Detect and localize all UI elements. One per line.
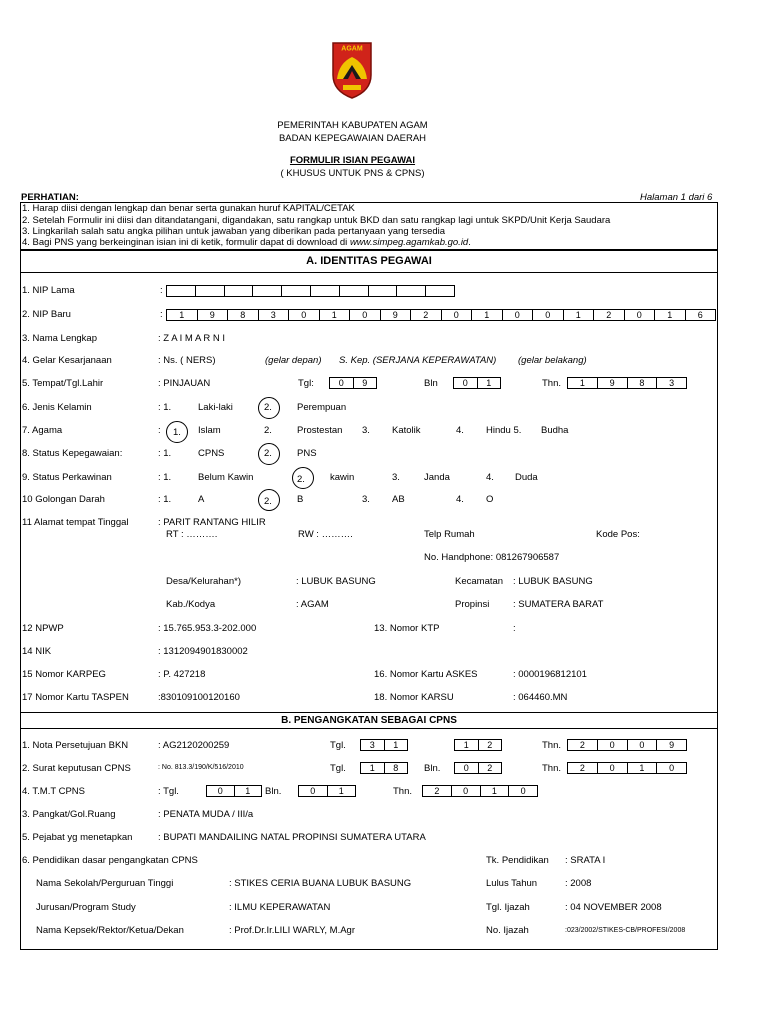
digit-cell[interactable] [340, 286, 369, 296]
digit-cell[interactable] [167, 286, 196, 296]
selection-circle [292, 467, 314, 489]
handphone-field[interactable]: No. Handphone: 081267906587 [424, 552, 560, 563]
karsu-label: 18. Nomor KARSU [374, 692, 454, 703]
digit-cell[interactable]: 1 [655, 310, 686, 320]
karsu-value[interactable]: : 064460.MN [513, 692, 568, 703]
digit-cell[interactable]: 1 [338, 786, 344, 796]
digit-cell[interactable] [369, 286, 398, 296]
darah-option-4: O [486, 494, 494, 505]
digit-cell[interactable]: 9 [669, 740, 675, 750]
agama-option-3: Katolik [392, 425, 421, 436]
stat-option-2-num[interactable]: 2. [264, 448, 272, 459]
sk-bln-label: Bln. [424, 763, 441, 774]
kawin-option-1: Belum Kawin [198, 472, 254, 483]
sk-thn-cells[interactable] [567, 762, 687, 774]
digit-cell[interactable]: 0 [598, 740, 628, 750]
gelar-value[interactable]: : Ns. ( NERS) [158, 355, 216, 366]
karpeg-value[interactable]: : P. 427218 [158, 669, 206, 680]
digit-cell[interactable]: 9 [362, 378, 368, 388]
form-subtitle: ( KHUSUS UNTUK PNS & CPNS) [280, 168, 425, 179]
bkn-thn-label: Thn. [542, 740, 562, 751]
digit-cell[interactable]: 0 [598, 763, 628, 773]
gelar-belakang-note: (gelar belakang) [518, 355, 587, 366]
rt-field[interactable]: RT : ………. [166, 529, 218, 540]
agama-option-3-num[interactable]: 3. [362, 425, 370, 436]
agama-option-5: Budha [541, 425, 569, 436]
npwp-value[interactable]: : 15.765.953.3-202.000 [158, 623, 257, 634]
darah-option-2-num[interactable]: 2. [264, 496, 272, 507]
tmt-bln-cells[interactable] [298, 785, 356, 797]
propinsi-value[interactable]: : SUMATERA BARAT [513, 599, 604, 610]
tmt-label: 4. T.M.T CPNS [22, 786, 85, 797]
digit-cell[interactable]: 1 [455, 740, 479, 750]
tgl-label: Tgl: [298, 378, 314, 389]
jk-option-1-num[interactable]: : 1. [158, 402, 172, 413]
digit-cell[interactable] [397, 286, 426, 296]
org-line-2: BADAN KEPEGAWAIAN DAERAH [278, 133, 427, 144]
kawin-option-2-num[interactable]: 2. [297, 474, 305, 485]
golongan-darah-label: 10 Golongan Darah [22, 494, 105, 505]
digit-cell[interactable]: 1 [481, 786, 510, 796]
kawin-option-4-num[interactable]: 4. [486, 472, 494, 483]
svg-text:AGAM: AGAM [341, 45, 363, 53]
kawin-option-3: Janda [424, 472, 450, 483]
karpeg-label: 15 Nomor KARPEG [22, 669, 106, 680]
digit-cell[interactable]: 0 [503, 310, 534, 320]
notice-item-4: 4. Bagi PNS yang berkeinginan isian ini di ketik, formulir dapat di download di www.simpeg.agamkab.go.id. [22, 237, 471, 248]
taspen-label: 17 Nomor Kartu TASPEN [22, 692, 129, 703]
no-ijazah-value[interactable]: :023/2002/STIKES-CB/PROFESI/2008 [565, 927, 686, 934]
divider [20, 272, 718, 273]
kawin-option-4: Duda [515, 472, 538, 483]
bln-lahir-cells[interactable] [453, 377, 501, 389]
bkn-thn-cells[interactable] [567, 739, 687, 751]
digit-cell[interactable]: 2 [594, 310, 625, 320]
pangkat-label: 3. Pangkat/Gol.Ruang [22, 809, 116, 820]
notice-item-3: 3. Lingkarilah salah satu angka pilihan untuk jawaban yang diberikan pada pertanyaan yang tersedia [22, 226, 446, 237]
digit-cell[interactable]: 0 [455, 763, 479, 773]
telp-rumah-label: Telp Rumah [424, 529, 475, 540]
kepsek-label: Nama Kepsek/Rektor/Ketua/Dekan [36, 925, 184, 936]
jk-option-1: Laki-laki [198, 402, 233, 413]
sk-tgl-label: Tgl. [330, 763, 346, 774]
tmt-bln-label: Bln. [265, 786, 282, 797]
darah-option-1: A [198, 494, 205, 505]
taspen-value[interactable]: :830109100120160 [158, 692, 240, 703]
digit-cell[interactable] [196, 286, 225, 296]
digit-cell[interactable]: 0 [454, 378, 478, 388]
org-line-1: PEMERINTAH KABUPATEN AGAM [277, 120, 428, 131]
tmt-tgl-cells[interactable] [206, 785, 262, 797]
ttl-place[interactable]: : PINJAUAN [158, 378, 211, 389]
form-title: FORMULIR ISIAN PEGAWAI [289, 155, 416, 166]
bkn-tgl-label: Tgl. [330, 740, 346, 751]
nota-bkn-value[interactable]: : AG2120200259 [158, 740, 230, 751]
gelar-label: 4. Gelar Kesarjanaan [22, 355, 112, 366]
notice-item-1: 1. Harap diisi dengan lengkap dan benar serta gunakan huruf KAPITAL/CETAK [22, 203, 355, 214]
digit-cell[interactable]: 1 [245, 786, 251, 796]
agama-option-4-num[interactable]: 4. [456, 425, 464, 436]
digit-cell[interactable]: 0 [625, 310, 656, 320]
digit-cell[interactable]: 0 [207, 786, 235, 796]
digit-cell[interactable]: 0 [533, 310, 564, 320]
digit-cell[interactable]: 0 [350, 310, 381, 320]
digit-cell[interactable]: 2 [568, 763, 598, 773]
tmt-thn-label: Thn. [393, 786, 413, 797]
digit-cell[interactable]: 3 [259, 310, 290, 320]
tgl-ijazah-value[interactable]: : 04 NOVEMBER 2008 [565, 902, 662, 913]
rw-field[interactable]: RW : ………. [298, 529, 353, 540]
darah-option-3-num[interactable]: 3. [362, 494, 370, 505]
selection-circle [258, 489, 280, 511]
pendidikan-label: 6. Pendidikan dasar pengangkatan CPNS [22, 855, 198, 866]
thn-lahir-cells[interactable] [567, 377, 687, 389]
darah-option-4-num[interactable]: 4. [456, 494, 464, 505]
nik-label: 14 NIK [22, 646, 52, 657]
askes-value[interactable]: : 0000196812101 [513, 669, 587, 680]
digit-cell[interactable]: 1 [568, 378, 598, 388]
agama-option-4: Hindu 5. [486, 425, 522, 436]
digit-cell[interactable]: 1 [361, 763, 385, 773]
digit-cell[interactable]: 0 [520, 786, 526, 796]
bln-label: Bln [424, 378, 438, 389]
tk-pendidikan-label: Tk. Pendidikan [486, 855, 549, 866]
agama-colon: : [158, 425, 161, 436]
digit-cell[interactable] [282, 286, 311, 296]
digit-cell[interactable]: 2 [487, 740, 493, 750]
kabupaten-label: Kab./Kodya [166, 599, 216, 610]
digit-cell[interactable]: 2 [411, 310, 442, 320]
digit-cell[interactable]: 9 [198, 310, 229, 320]
tmt-tgl-label: : Tgl. [158, 786, 179, 797]
digit-cell[interactable]: 8 [628, 378, 658, 388]
digit-cell[interactable]: 1 [393, 740, 399, 750]
agama-label: 7. Agama [22, 425, 63, 436]
tgl-lahir-cells[interactable] [329, 377, 377, 389]
agama-option-2: Prostestan [297, 425, 343, 436]
tgl-ijazah-label: Tgl. Ijazah [486, 902, 530, 913]
digit-cell[interactable]: 3 [669, 378, 675, 388]
digit-cell[interactable]: 0 [330, 378, 354, 388]
digit-cell[interactable]: 2 [487, 763, 493, 773]
lulus-value[interactable]: : 2008 [565, 878, 592, 889]
digit-cell[interactable]: 0 [299, 786, 328, 796]
digit-cell[interactable]: 9 [598, 378, 628, 388]
section-a-title: A. IDENTITAS PEGAWAI [306, 255, 432, 267]
kecamatan-value[interactable]: : LUBUK BASUNG [513, 576, 593, 587]
digit-cell[interactable] [311, 286, 340, 296]
download-link[interactable]: www.simpeg.agamkab.go.id [349, 237, 469, 248]
digit-cell[interactable]: 8 [393, 763, 399, 773]
sk-cpns-label: 2. Surat keputusan CPNS [22, 763, 131, 774]
ktp-value[interactable]: : [513, 623, 516, 634]
section-b-title: B. PENGANGKATAN SEBAGAI CPNS [281, 715, 457, 726]
sk-cpns-value[interactable]: : No. 813.3/190/K/516/2010 [158, 764, 244, 771]
gelar-depan-note: (gelar depan) [265, 355, 322, 366]
desa-label: Desa/Kelurahan*) [166, 576, 241, 587]
bkn-bln-cells[interactable] [454, 739, 502, 751]
agam-logo [331, 41, 373, 99]
nip-lama-label: 1. NIP Lama [22, 285, 75, 296]
jk-label: 6. Jenis Kelamin [22, 402, 92, 413]
kawin-option-2: kawin [330, 472, 355, 483]
gelar-belakang-value[interactable]: S. Kep. (SERJANA KEPERAWATAN) [339, 355, 497, 366]
divider [20, 728, 718, 729]
digit-cell[interactable] [253, 286, 282, 296]
nama-value[interactable]: : Z A I M A R N I [158, 333, 226, 344]
status-kepegawaian-label: 8. Status Kepegawaian: [22, 448, 123, 459]
kawin-option-3-num[interactable]: 3. [392, 472, 400, 483]
kode-pos-label: Kode Pos: [596, 529, 640, 540]
lulus-label: Lulus Tahun [486, 878, 538, 889]
digit-cell[interactable]: 0 [452, 786, 481, 796]
agama-option-1-num[interactable]: 1. [173, 427, 181, 438]
divider [20, 712, 718, 713]
digit-cell[interactable]: 1 [628, 763, 658, 773]
digit-cell[interactable]: 8 [228, 310, 259, 320]
digit-cell[interactable]: 0 [442, 310, 473, 320]
sekolah-value[interactable]: : STIKES CERIA BUANA LUBUK BASUNG [229, 878, 412, 889]
digit-cell[interactable]: 2 [423, 786, 452, 796]
digit-cell[interactable]: 1 [486, 378, 492, 388]
digit-cell[interactable] [426, 286, 454, 296]
digit-cell[interactable]: 9 [381, 310, 412, 320]
tk-pendidikan-value[interactable]: : SRATA I [565, 855, 606, 866]
digit-cell[interactable]: 1 [472, 310, 503, 320]
digit-cell[interactable]: 0 [289, 310, 320, 320]
darah-option-2: B [297, 494, 304, 505]
notice-label: PERHATIAN: [21, 192, 79, 203]
stat-option-2: PNS [297, 448, 317, 459]
selection-circle [166, 421, 188, 443]
darah-option-3: AB [392, 494, 405, 505]
alamat-value[interactable]: : PARIT RANTANG HILIR [158, 517, 266, 528]
pejabat-value[interactable]: : BUPATI MANDAILING NATAL PROPINSI SUMATERA UTARA [158, 832, 426, 843]
kepsek-value[interactable]: : Prof.Dr.Ir.LILI WARLY, M.Agr [229, 925, 356, 936]
jk-option-2-num[interactable]: 2. [264, 402, 272, 413]
ttl-label: 5. Tempat/Tgl.Lahir [22, 378, 104, 389]
darah-option-1-num[interactable]: : 1. [158, 494, 172, 505]
nama-label: 3. Nama Lengkap [22, 333, 97, 344]
kabupaten-value[interactable]: : AGAM [296, 599, 329, 610]
nik-value[interactable]: : 1312094901830002 [158, 646, 248, 657]
digit-cell[interactable]: 1 [320, 310, 351, 320]
pangkat-value[interactable]: : PENATA MUDA / III/a [158, 809, 254, 820]
agama-option-2-num[interactable]: 2. [264, 425, 272, 436]
page-indicator: Halaman 1 dari 6 [640, 192, 713, 203]
agama-option-1: Islam [198, 425, 221, 436]
notice-item-2: 2. Setelah Formulir ini diisi dan ditandatangani, digandakan, satu rangkap untuk BKD dan satu rangkap lagi untuk SKPD/Unit Kerja Saudara [22, 215, 611, 226]
alamat-label: 11 Alamat tempat Tinggal [22, 517, 129, 528]
askes-label: 16. Nomor Kartu ASKES [374, 669, 478, 680]
propinsi-label: Propinsi [455, 599, 490, 610]
jurusan-value[interactable]: : ILMU KEPERAWATAN [229, 902, 331, 913]
digit-cell[interactable]: 1 [167, 310, 198, 320]
kawin-option-1-num[interactable]: : 1. [158, 472, 172, 483]
kecamatan-label: Kecamatan [455, 576, 504, 587]
digit-cell[interactable]: 1 [564, 310, 595, 320]
jurusan-label: Jurusan/Program Study [36, 902, 136, 913]
digit-cell[interactable]: 2 [568, 740, 598, 750]
sk-bln-cells[interactable] [454, 762, 502, 774]
digit-cell[interactable]: 0 [669, 763, 675, 773]
digit-cell[interactable] [225, 286, 254, 296]
tmt-thn-cells[interactable] [422, 785, 538, 797]
no-ijazah-label: No. Ijazah [486, 925, 529, 936]
digit-cell[interactable]: 3 [361, 740, 385, 750]
sk-tgl-cells[interactable] [360, 762, 408, 774]
digit-cell[interactable]: 6 [697, 310, 703, 320]
jk-option-2: Perempuan [297, 402, 347, 413]
pejabat-label: 5. Pejabat yg menetapkan [22, 832, 133, 843]
stat-option-1: CPNS [198, 448, 225, 459]
bkn-tgl-cells[interactable] [360, 739, 408, 751]
selection-circle [258, 443, 280, 465]
npwp-label: 12 NPWP [22, 623, 64, 634]
digit-cell[interactable]: 0 [628, 740, 658, 750]
sekolah-label: Nama Sekolah/Perguruan Tinggi [36, 878, 174, 889]
thn-label: Thn. [542, 378, 562, 389]
nip-lama-cells[interactable] [166, 285, 455, 297]
stat-option-1-num[interactable]: : 1. [158, 448, 172, 459]
nota-bkn-label: 1. Nota Persetujuan BKN [22, 740, 129, 751]
ktp-label: 13. Nomor KTP [374, 623, 440, 634]
nip-baru-cells[interactable] [166, 309, 716, 321]
sk-thn-label: Thn. [542, 763, 562, 774]
nip-baru-label: 2. NIP Baru [22, 309, 71, 320]
desa-value[interactable]: : LUBUK BASUNG [296, 576, 376, 587]
status-perkawinan-label: 9. Status Perkawinan [22, 472, 112, 483]
selection-circle [258, 397, 280, 419]
